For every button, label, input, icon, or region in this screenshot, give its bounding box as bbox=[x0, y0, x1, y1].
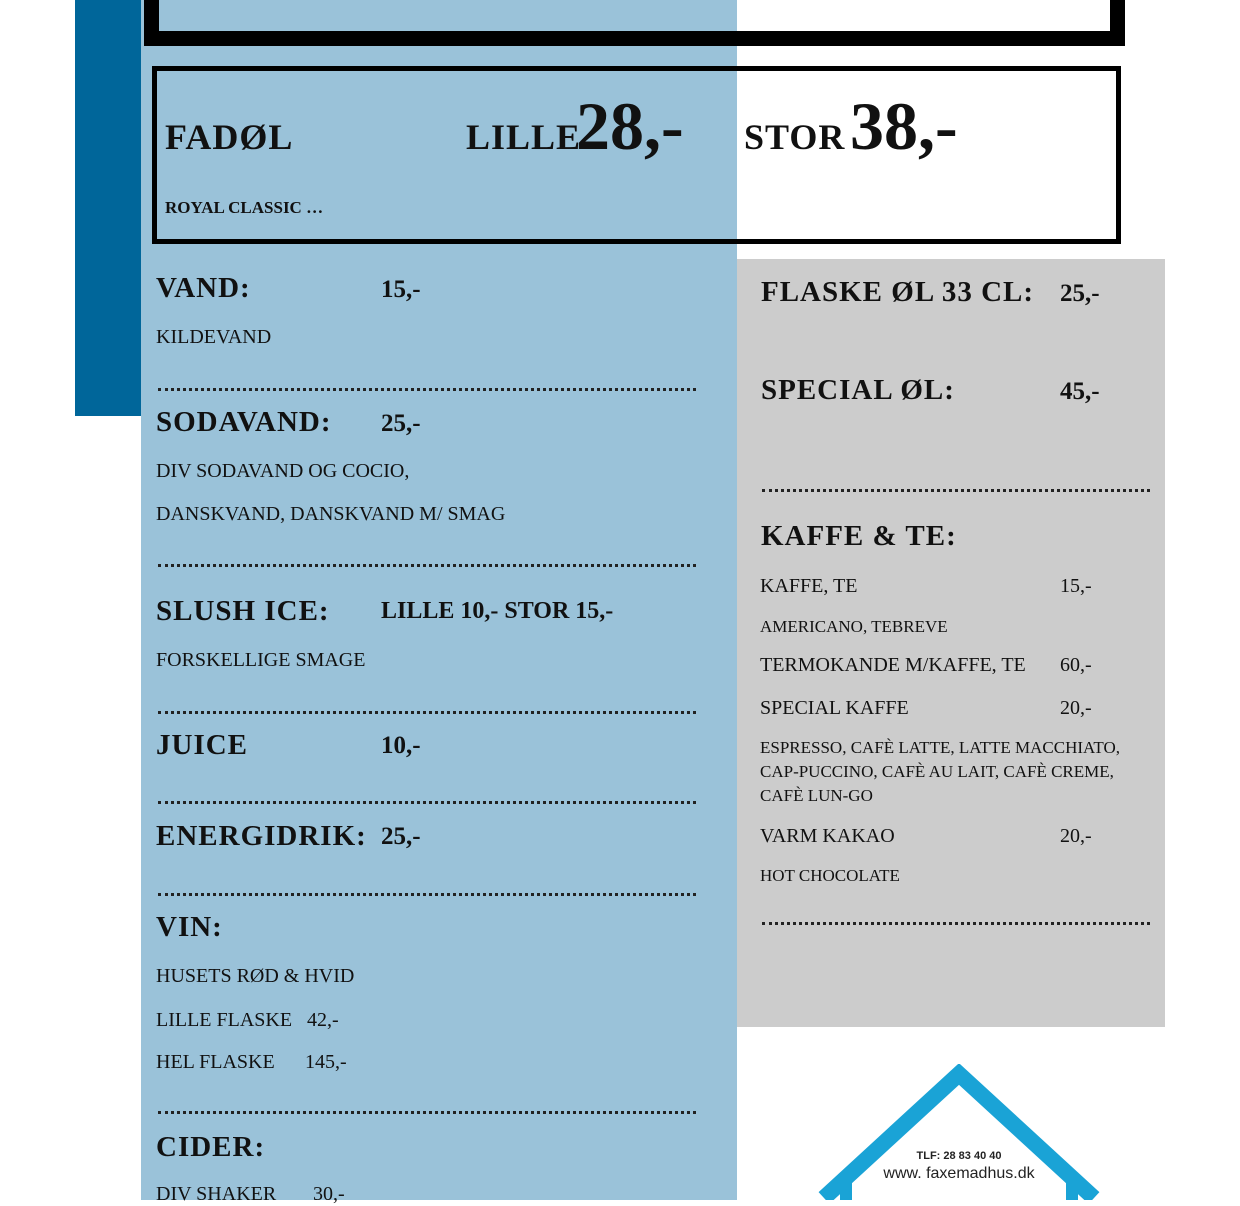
flaske-price: 25,- bbox=[1060, 280, 1100, 307]
kaffe-item-label: KAFFE, TE bbox=[760, 575, 858, 597]
divider bbox=[762, 922, 1150, 925]
vin-item-price: 42,- bbox=[307, 1009, 339, 1031]
sodavand-title: SODAVAND: bbox=[156, 406, 332, 438]
kaffe-item-label: VARM KAKAO bbox=[760, 825, 895, 847]
divider bbox=[158, 388, 696, 391]
vand-desc: KILDEVAND bbox=[156, 326, 272, 348]
vin-item-label: LILLE FLASKE bbox=[156, 1009, 293, 1031]
divider bbox=[158, 564, 696, 567]
cider-title: CIDER: bbox=[156, 1131, 266, 1163]
kaffe-item-label: SPECIAL KAFFE bbox=[760, 697, 909, 719]
special-ol-price: 45,- bbox=[1060, 378, 1100, 405]
divider bbox=[158, 711, 696, 714]
kaffe-item-desc: AMERICANO, TEBREVE bbox=[760, 617, 948, 636]
sodavand-desc-1: DIV SODAVAND OG COCIO, bbox=[156, 460, 410, 482]
juice-title: JUICE bbox=[156, 729, 249, 761]
divider bbox=[762, 489, 1150, 492]
vin-desc: HUSETS RØD & HVID bbox=[156, 965, 355, 987]
kaffe-item-label: TERMOKANDE M/KAFFE, TE bbox=[760, 654, 1026, 676]
vand-title: VAND: bbox=[156, 272, 251, 304]
slush-price: LILLE 10,- STOR 15,- bbox=[381, 598, 614, 624]
flaske-title: FLASKE ØL 33 CL: bbox=[761, 276, 1035, 308]
kaffe-item-desc: ESPRESSO, CAFÈ LATTE, LATTE MACCHIATO, CAP-PUCCINO, CAFÈ AU LAIT, CAFÈ CREME, CAFÈ LUN-GO bbox=[760, 738, 1121, 805]
sodavand-desc-2: DANSKVAND, DANSKVAND M/ SMAG bbox=[156, 503, 506, 525]
divider bbox=[158, 893, 696, 896]
kaffe-item-price: 15,- bbox=[1060, 575, 1092, 597]
vin-title: VIN: bbox=[156, 911, 223, 943]
fadol-large-label: STOR bbox=[744, 117, 846, 157]
fadol-title: FADØL bbox=[165, 117, 294, 157]
juice-price: 10,- bbox=[381, 732, 421, 759]
cider-item-price: 30,- bbox=[313, 1183, 345, 1205]
kaffe-item-desc: HOT CHOCOLATE bbox=[760, 866, 900, 885]
energidrik-price: 25,- bbox=[381, 823, 421, 850]
fadol-subtitle: ROYAL CLASSIC … bbox=[165, 198, 324, 217]
energidrik-title: ENERGIDRIK: bbox=[156, 820, 367, 852]
fadol-small-label: LILLE bbox=[466, 117, 582, 157]
fadol-small-price: 28,- bbox=[576, 88, 684, 164]
kaffe-item-price: 60,- bbox=[1060, 654, 1092, 676]
vin-item-price: 145,- bbox=[305, 1051, 347, 1073]
logo bbox=[818, 1064, 1100, 1200]
vin-item-label: HEL FLASKE bbox=[156, 1051, 275, 1073]
slush-title: SLUSH ICE: bbox=[156, 595, 330, 627]
special-ol-title: SPECIAL ØL: bbox=[761, 374, 955, 406]
kaffe-item-price: 20,- bbox=[1060, 697, 1092, 719]
divider bbox=[158, 1111, 696, 1114]
sodavand-price: 25,- bbox=[381, 410, 421, 437]
cider-item-label: DIV SHAKER bbox=[156, 1183, 277, 1205]
slush-desc: FORSKELLIGE SMAGE bbox=[156, 649, 366, 671]
fadol-large-price: 38,- bbox=[850, 88, 958, 164]
vand-price: 15,- bbox=[381, 276, 421, 303]
accent-bar bbox=[75, 0, 141, 416]
logo-website: www. faxemadhus.dk bbox=[883, 1165, 1035, 1182]
kaffe-item-price: 20,- bbox=[1060, 825, 1092, 847]
divider bbox=[158, 801, 696, 804]
logo-phone: TLF: 28 83 40 40 bbox=[916, 1150, 1002, 1162]
kaffe-title: KAFFE & TE: bbox=[761, 520, 957, 552]
top-frame bbox=[144, 0, 1125, 46]
